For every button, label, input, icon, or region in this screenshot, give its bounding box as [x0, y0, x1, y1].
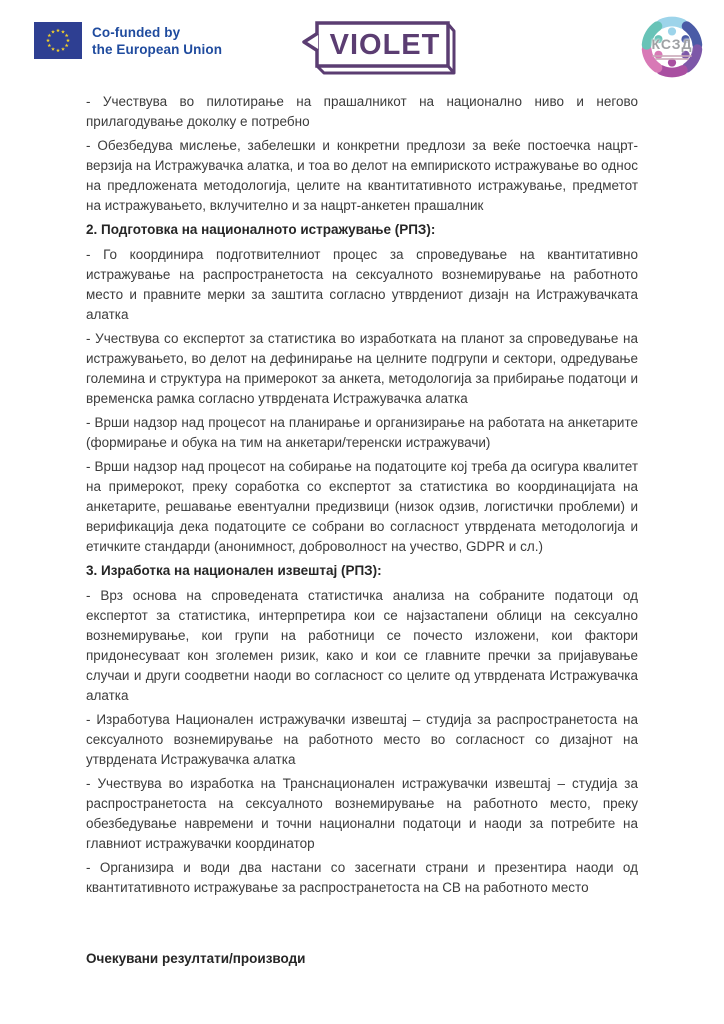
violet-logo-text: VIOLET	[329, 28, 441, 61]
kszd-logo-caption	[652, 54, 692, 60]
section-heading-2: 2. Подготовка на националното истражување (РПЗ):	[86, 222, 436, 237]
paragraph: - Врши надзор над процесот на собирање на податоците кој треба да осигура квалитет на примерокот, преку соработка со експертот за статистика во координацијата на анкетарите, решавање евентуални предизвици (низок одзив, логистички проблеми) и верификација дека податоците се собрани во согласност утврдената методологија и етичките стандарди (анонимност, доброволност на учество, GDPR и сл.)	[86, 459, 638, 554]
section-heading-3: 3. Изработка на национален извештај (РПЗ):	[86, 563, 382, 578]
paragraph: - Го координира подготвителниот процес за спроведување на квантитативно истражување на распространетоста на сексуалното вознемирување на работното место и правните мерки за заштита согласно утврдениот дизајн на Истражувачката алатка	[86, 247, 638, 322]
kszd-logo	[631, 6, 713, 88]
kszd-acronym: КСЗД	[651, 36, 693, 52]
paragraph: - Врши надзор над процесот на планирање и организирање на работата на анкетарите (формирање и обука на тим на анкетари/теренски истражувачи)	[86, 415, 638, 450]
eu-cofunded-line2: the European Union	[92, 41, 223, 57]
eu-cofunded-line1: Co-funded by	[92, 24, 181, 40]
vertical-spacer	[86, 902, 638, 946]
paragraph: - Учествува во изработка на Транснационален истражувачки извештај – студија за распространетоста на сексуалното вознемирување на работното место, преку обезбедување навремени и точни национални податоци и наоди за потребите на главниот истражувачки координатор	[86, 776, 638, 851]
violet-logo	[301, 12, 463, 84]
kszd-logo-center	[631, 6, 713, 88]
expected-results-heading: Очекувани резултати/производи	[86, 951, 306, 966]
eu-cofunded-logo	[34, 22, 222, 59]
paragraph: - Обезбедува мислење, забелешки и конкретни предлози за веќе постоечка нацрт-верзија на Истражувачка алатка, и тоа во делот на емпириското истражување во однос на предложената методологија, целите на квантитативното истражување, предметот на истражувањето, вклучително и за нацрт-анкетен прашалник	[86, 138, 638, 213]
paragraph: - Учествува во пилотирање на прашалникот на национално ниво и негово прилагодување доколку е потребно	[86, 94, 638, 129]
document-header	[0, 0, 724, 92]
eu-flag-icon	[34, 22, 82, 59]
paragraph: - Учествува со експертот за статистика во изработката на планот за спроведување на истражувањето, во делот на дефинирање на целните подгрупи и сектори, одредување големина и структура на примерокот за анкета, методологија за прибирање податоци и временска рамка согласно утврдената Истражувачка алатка	[86, 331, 638, 406]
paragraph: - Организира и води два настани со засегнати страни и презентира наоди од квантитативното истражување за распространетоста на СВ на работното место	[86, 860, 638, 895]
paragraph: - Изработува Национален истражувачки извештај – студија за распространетоста на сексуалното вознемирување на работното место во согласност со дизајнот на утврдената Истражувачка алатка	[86, 712, 638, 767]
paragraph: - Врз основа на спроведената статистичка анализа на собраните податоци од експертот за статистика, интерпретира кои се најзастапени облици на сексуално вознемирување, кои групи на работници се почесто изложени, кои фактори придонесуваат кон зголемен ризик, како и кои се главните пречки за пријавување случаи и други соодветни наоди во согласност со целите од утврдената Истражувачка алатка	[86, 588, 638, 703]
document-body	[0, 92, 724, 969]
eu-cofunded-label	[92, 24, 222, 58]
